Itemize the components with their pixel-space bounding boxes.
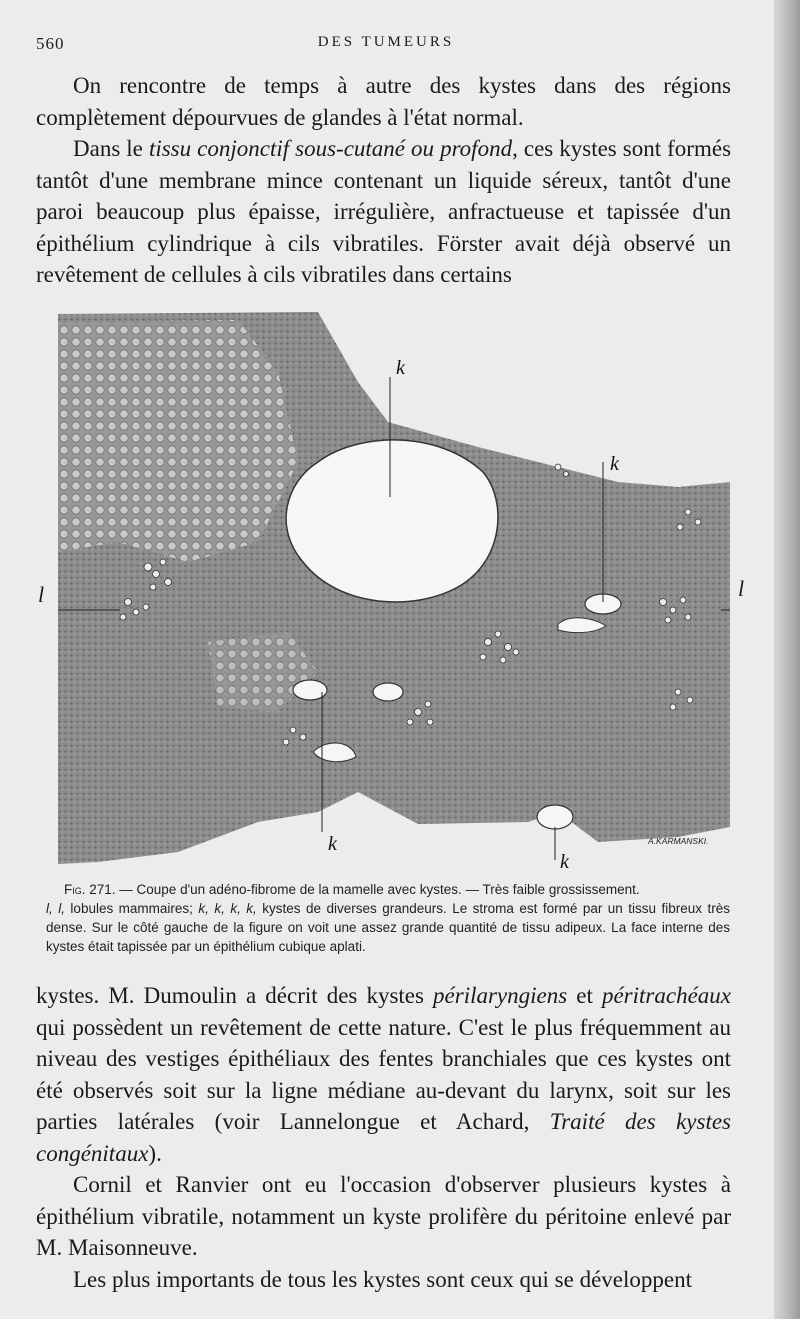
italic-term: péritrachéaux xyxy=(601,983,731,1008)
italic-term: périlaryngiens xyxy=(433,983,568,1008)
figure-caption xyxy=(46,880,730,956)
legend-text: lobules mammaires; xyxy=(64,901,199,916)
figure-271-illustration xyxy=(58,312,730,870)
bottom-text-block xyxy=(36,980,731,1295)
label-k: k xyxy=(560,851,569,870)
paragraph-kystes-regions: On rencontre de temps à autre des kystes dans des régions complètement dépourvues de glandes à l'état normal. xyxy=(36,73,731,130)
text-span: kystes. M. Dumoulin a décrit des kystes xyxy=(36,983,434,1008)
caption-text: — Coupe d'un adéno-fibrome de la mamelle avec kystes. — Très faible grossissement. xyxy=(115,882,640,897)
italic-term: tissu conjonctif sous-cutané ou profond xyxy=(148,136,513,161)
small-cyst xyxy=(373,683,403,701)
text-span: et xyxy=(567,983,602,1008)
text-span: ). xyxy=(148,1140,162,1166)
paragraph-cornil-ranvier: Cornil et Ranvier ont eu l'occasion d'observer plusieurs kystes à épithélium vibratile, notamment un kyste prolifère du péritoine enlevé par M. Maisonneuve. xyxy=(36,1172,731,1260)
italic-title: Traité des kystes congénitaux xyxy=(36,1109,731,1166)
label-l-right: l xyxy=(738,576,745,601)
label-k: k xyxy=(328,833,337,855)
paragraph-tissu-conjonctif xyxy=(36,133,731,291)
small-cyst xyxy=(537,805,573,829)
label-k: k xyxy=(610,453,619,475)
large-cyst xyxy=(286,440,498,602)
page-header xyxy=(36,34,736,58)
legend-symbol: l, l, xyxy=(46,901,65,916)
label-k: k xyxy=(396,357,405,379)
caption-legend xyxy=(46,899,730,956)
legend-symbol: k, k, k, k, xyxy=(198,901,257,916)
text-span: Dans le xyxy=(73,136,149,161)
text-span: , ces kystes sont formés tantôt d'une membrane mince contenant un liquide séreux, tantôt d'une paroi beaucoup plus épaisse, irrégulière, anfractueuse et tapissée d'un épithélium cylindrique à cils vibratiles. Förster avait déjà observé un revêtement de cellules à cils vibratiles dans certains xyxy=(36,136,732,287)
page-gutter-shadow xyxy=(774,0,800,1319)
caption-title xyxy=(46,880,730,899)
paragraph-plus-importants: Les plus importants de tous les kystes sont ceux qui se développent xyxy=(73,1266,692,1292)
figure-number: Fig. 271. xyxy=(64,882,116,897)
illustrator-signature: A.KARMANSKI. xyxy=(648,836,709,846)
paragraph-dumoulin xyxy=(36,980,731,1169)
legend-text: kystes de diverses grandeurs. Le stroma est formé par un tissu fibreux très dense. Sur le côté gauche de la figure on voit une assez grande quantité de tissu adipeux. La face interne des kystes était tapissée par un épithélium cubique aplati. xyxy=(46,901,730,954)
running-title: DES TUMEURS xyxy=(317,34,455,50)
page-number: 560 xyxy=(36,34,65,53)
text-span: qui possèdent un revêtement de cette nature. C'est le plus fréquemment au niveau des vestiges épithéliaux des fentes branchiales que ces kystes ont été observés soit sur la ligne médiane au-devant du larynx, soit sur les parties latérales (voir Lannelongue et Achard, xyxy=(36,1014,731,1134)
top-text-block xyxy=(36,70,731,291)
label-l-left: l xyxy=(38,582,45,607)
adipose-tissue-region xyxy=(58,320,298,562)
histology-drawing xyxy=(58,312,730,870)
